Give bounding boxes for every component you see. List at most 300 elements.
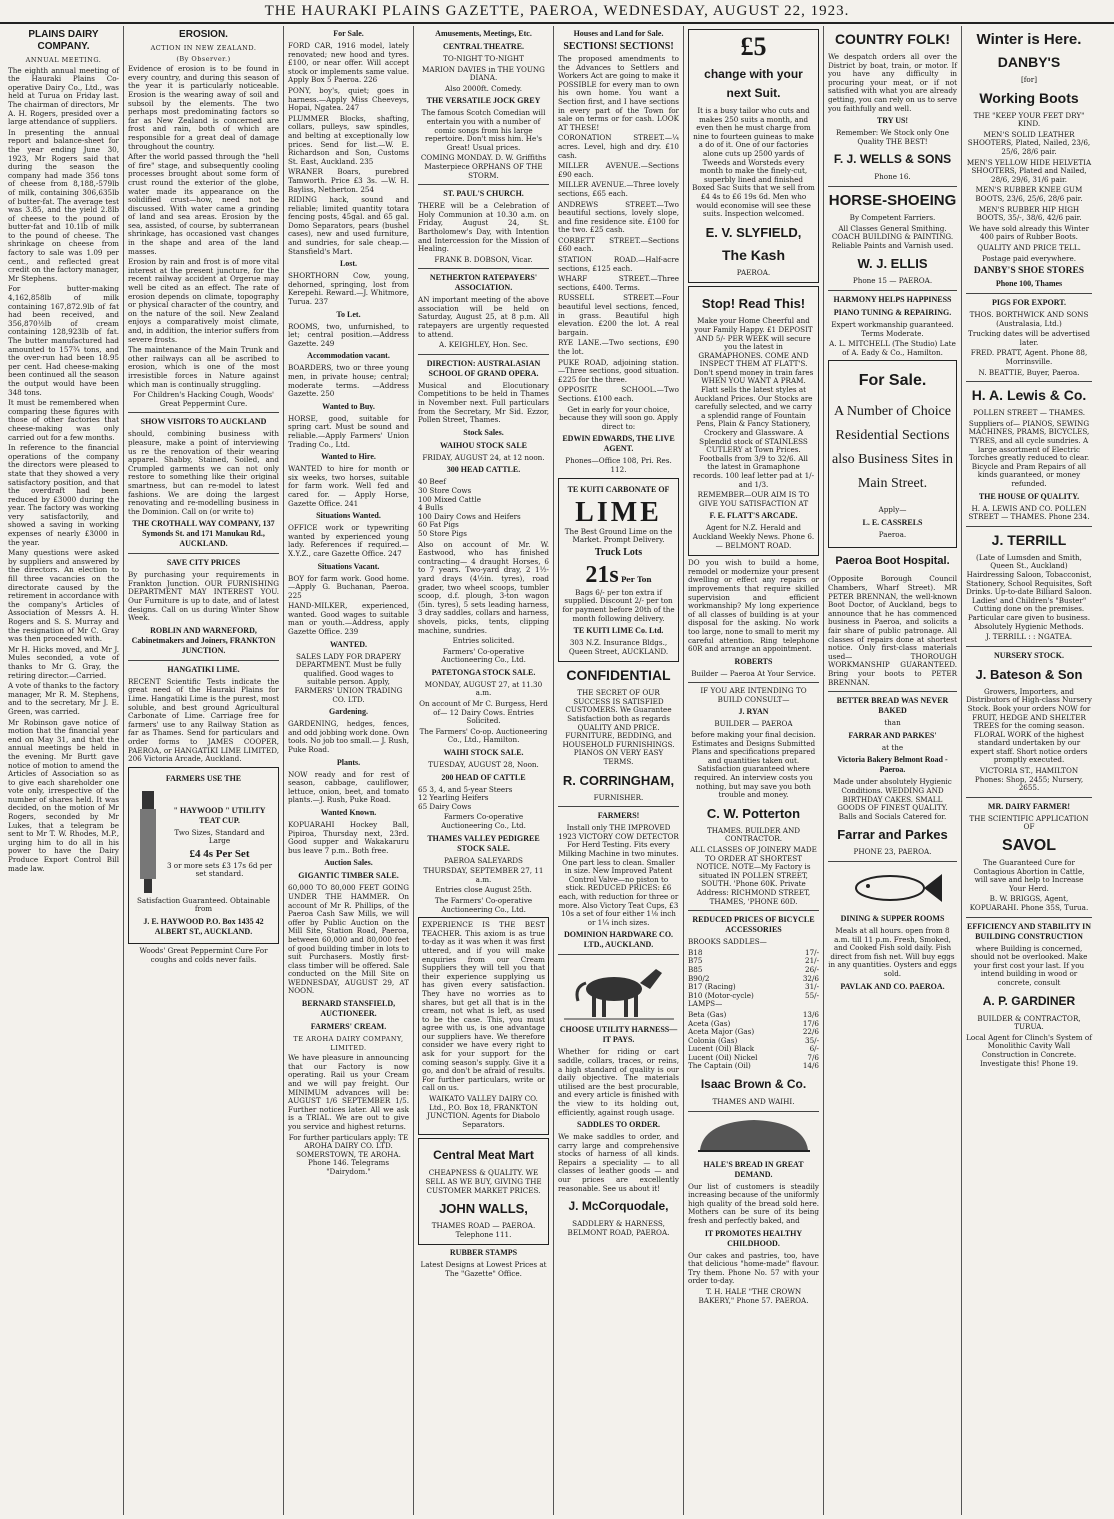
ad-body: TUESDAY, AUGUST 28, Noon. [428, 760, 539, 770]
price-row [688, 957, 819, 966]
ad-body: 60,000 TO 80,000 FEET GOING UNDER THE HAMMER. On account of Mr R. Phillips, of the Paeroa Cash Saw Mills, we will offer by Public Auction on the Mill Site, Station Road, Paeroa, between 60,000 and 80,000 feet of good building timber in lots to suit Purchasers. Mostly first-class timber will be offered. Sale conducted on the Mill Site on WEDNESDAY, AUGUST 29, AT NOON. [288, 883, 409, 996]
ad-body: THAMES AND WAIHI. [712, 1097, 795, 1107]
ad-body: A. KEIGHLEY, Hon. Sec. [439, 340, 528, 350]
price-unit: Per Ton [621, 574, 652, 584]
listing: RYE LANE.—Two sections, £90 the lot. [558, 338, 679, 356]
ad-title: Working Boots [979, 89, 1079, 106]
column-7 [824, 26, 962, 1515]
ad-body: Phone 100, Thames [995, 279, 1063, 289]
ad-firm: E. V. SLYFIELD, [705, 224, 802, 240]
paragraph: The maintenance of the Main Trunk and other railways can all be ascribed to erosion, which is one of the most irresistible forces in Nature against which man is continually struggling. [128, 345, 279, 389]
ad-body: J. TERRILL : : NGATEA. [985, 632, 1073, 642]
ad-body: IF YOU ARE INTENDING TO BUILD CONSULT— [700, 686, 807, 704]
ad-body: (Late of Lumsden and Smith, Queen St., Auckland) Hairdressing Saloon, Tobacconist, Stationery, School Requisites, Soft Drinks. Up-to-date Billiard Saloon. Ladies' and Children's "Buster" Cutting done on the premises. Particular care given to business. Absolutely Hygienic Methods. [966, 552, 1092, 631]
ad-firm: TE AROHA DAIRY COMPANY, LIMITED. [293, 1035, 404, 1052]
ad-firm: EDWIN EDWARDS, THE LIVE AGENT. [562, 434, 675, 454]
ad-body: CHEAPNESS & QUALITY. WE SELL AS WE BUY, GIVING THE CUSTOMER MARKET PRICES. [425, 1168, 542, 1195]
classified: PLUMMER Blocks, shafting, collars, pulleys, saw spindles, and belting at exceptionally low prices. Send for list.—W. E. Richardson and Son, Customs St. East, Auckland. 235 [288, 113, 409, 166]
price: £4 4s Per Set [189, 847, 250, 860]
section-heading: Situations Wanted. [316, 511, 381, 521]
ad-body: We make saddles to order, and carry large and comprehensive stocks of harness of all kinds. Repairs a speciality — to all classes of leather goods — and our prices are excellently reasonable. See us about it! [558, 1132, 679, 1193]
item-price: 17/6 [802, 1018, 819, 1028]
ad-firm: R. CORRINGHAM, [562, 772, 675, 788]
ad-firm: The Farmers' Co-operative Auctioneering Co., Ltd. [434, 895, 533, 914]
item-price: 17/- [805, 947, 819, 957]
ad-title: WAIHOU STOCK SALE [440, 440, 527, 450]
ad-body: (Opposite Borough Council Chambers, Wharf Street). MR PETER BRENNAN, the well-known Boot Doctor, of Auckland, begs to announce that he has commenced business in Paeroa, and solicits a fair share of public patronage. All classes of repairs done at shortest notice. Only first-class materials used— THOROUGH WORKMANSHIP GUARANTEED. Bring your boots to PETER BRENNAN. [828, 574, 957, 687]
paragraph: Evidence of erosion is to be found in every country, and during this season of the year it is particularly noticeable. Erosion is the wearing away of soil and subsoil by the elements. The two perhaps most predominating factors so far as New Zealand is concerned are frost and rain, both of which are responsible for a great deal of damage throughout the country. [128, 64, 279, 151]
ad-title: NURSERY STOCK. [994, 650, 1064, 660]
ad-title: FARMERS! [597, 811, 640, 821]
column-6 [684, 26, 824, 1515]
ad-body: THURSDAY, SEPTEMBER 27, 11 a.m. [423, 866, 544, 884]
price-row [688, 949, 819, 958]
ad-title: For Sale. [858, 372, 927, 390]
ad-body: Musical and Elocutionary Competitions to be held in Thames in November next. Full particulars from the Secretary, Mr Sid. Ezzor, Pollen Street, Thames. [418, 380, 549, 425]
paragraph: It must be remembered when comparing these figures with those of other factories that cheese-making was only carried out for a few months. [8, 398, 119, 442]
item-name: B10 (Motor-cycle) [688, 990, 754, 1000]
item-price: 32/6 [802, 973, 819, 983]
lime-heading: LIME [575, 496, 662, 528]
classified: SHORTHORN Cow, young, dehorned, springing, lost from Kerepehi. Reward.—J. Whitmore, Turua. 237 [288, 271, 409, 307]
ad-body: BUILDER & CONTRACTOR, TURUA. [977, 1013, 1081, 1032]
item-price: 21/- [805, 956, 819, 966]
ad-firm: W. J. ELLIS [857, 256, 928, 272]
ad-title: ST. PAUL'S CHURCH. [443, 189, 524, 199]
ad-title: COUNTRY FOLK! [834, 31, 951, 47]
ad-body: Builder — Paeroa At Your Service. [691, 668, 816, 678]
haywood-ad [128, 767, 279, 944]
ad-title: THE VERSATILE JOCK GREY [426, 96, 541, 106]
section-heading: Accommodation vacant. [307, 351, 390, 361]
ad-body: H. A. LEWIS AND CO. POLLEN STREET — THAMES. Phone 234. [968, 503, 1090, 522]
paragraph: Mr H. Hicks moved, and Mr J. Mules seconded, a vote of thanks to Mr G. Gray, the retiring director.—Carried. [8, 644, 119, 680]
ad-title: THE HOUSE OF QUALITY. [978, 491, 1080, 501]
column-2 [124, 26, 284, 1515]
ad-firm: H. A. Lewis & Co. [971, 387, 1087, 404]
ad-firm: Farmers Co-operative Auctioneering Co., Ltd. [441, 812, 526, 830]
ad-firm: DANBY'S SHOE STORES [973, 266, 1085, 277]
ad-body: Phone 16. [874, 172, 911, 182]
ad-title: SADDLES TO ORDER. [576, 1120, 661, 1130]
ad-title: Central Meat Mart [433, 1148, 534, 1163]
ad-body: THERE will be a Celebration of Holy Communion at 10.30 a.m. on Friday, August 24, St. Bartholomew's Day, with Intention and Intercession for the Mission of Healing. [418, 201, 549, 254]
lime-ad [558, 478, 679, 663]
listing: WHARF STREET.—Three sections, £400. Terms. [558, 274, 679, 292]
ad-firm: A. P. GARDINER [982, 993, 1076, 1008]
ad-firm: THOS. BORTHWICK AND SONS (Australasia, Ltd.) [969, 310, 1089, 328]
item-name: B75 [688, 956, 703, 966]
ad-body: MEN'S RUBBER HIP HIGH BOOTS, 35/-, 38/6, 42/6 pair. [976, 204, 1082, 223]
section-heading: Wanted to Buy. [322, 401, 375, 411]
ad-body: We have pleasure in announcing that our Factory is now operating. Rail us your Cream and we will pay freight. Our MINIMUM advances will be: AUGUST 1/6 SEPTEMBER 1/5. Further notices later. All we ask is a TRIAL. We are out to give you service and highest returns. [288, 1053, 409, 1131]
item-price: 31/- [805, 982, 819, 992]
ad-title: IT PROMOTES HEALTHY CHILDHOOD. [704, 1228, 803, 1248]
ad-firm: ROBLIN AND WARNEFORD, Cabinetmakers and Joiners, FRANKTON JUNCTION. [131, 625, 276, 655]
small-ad: For Children's Hacking Cough, Woods' Great Peppermint Cure. [132, 390, 275, 408]
ad-firm: J. RYAN [738, 707, 769, 717]
ad-body: Phone 15 — PAEROA. [852, 276, 933, 286]
ad-body: Agent for N.Z. Herald and Auckland Weekly News. Phone 6. — BELMONT ROAD. [692, 523, 815, 550]
ad-body: THAMES ROAD — PAEROA. Telephone 111. [431, 1221, 536, 1239]
ad-title: EFFICIENCY AND STABILITY IN BUILDING CONSTRUCTION [967, 921, 1091, 941]
ad-body: at the [881, 742, 904, 752]
ad-body: Trucking dates will be advertised later. [968, 329, 1090, 347]
ad-body: MEN'S SOLID LEATHER SHOOTERS, Plated, Nailed, 23/6, 25/6, 28/6 pair. [967, 129, 1091, 156]
ad-title: Victoria Bakery Belmont Road - Paeroa. [837, 755, 948, 775]
ad-body: Get in early for your choice, because they will soon go. Apply direct to: [559, 404, 678, 431]
ad-title: SHOW VISITORS TO AUCKLAND [140, 417, 267, 427]
price-row [688, 1062, 819, 1071]
listing: PUKE ROAD, adjoining station. —Three sections, good situation. £225 for the three. [558, 357, 679, 384]
ad-title: PATETONGA STOCK SALE. [431, 667, 536, 677]
ad-body: Also 2000ft. Comedy. [444, 83, 523, 93]
ad-body: PAEROA SALEYARDS [443, 855, 523, 865]
item-price: 6/- [809, 1044, 819, 1054]
classified: WANTED to hire for month or six weeks, two horses, suitable for farm work. Well fed and cared for. — Apply Horse, Gazette Office. 241 [288, 464, 409, 508]
ad-body: Two Sizes, Standard and Large [174, 827, 265, 846]
ad-body: Whether for riding or cart saddle, collars, traces, or reins, a high standard of quality is our daily objective. The materials utilised are the best procurable, and every article is finished with the view to its holding out, efficiently, against rough usage. [558, 1047, 679, 1117]
ad-title: HORSE-SHOEING [828, 191, 957, 209]
ad-firm: L. E. CASSRELS [862, 517, 923, 527]
ad-body: Remember: We Stock only One Quality THE BEST! [835, 128, 950, 146]
ad-body: Also on account of Mr. W. Eastwood, who has finished contracting— 4 draught Horses, 6 to 7 years. Two-yard dray, 2 1½-yard drays (4½in. tyres), road grader, two wheel scoops, tumbler scoop, d.f. plough, 3-ton wagon (5in. tyres), 5 sets leading harness, 3 dray saddles, collars and harness, shovels, picks, tents, clipping machine, sundries. [418, 539, 549, 635]
item-name: B17 (Racing) [688, 982, 736, 992]
ad-body: PAEROA. [736, 267, 771, 277]
listing: CORBETT STREET.—Sections £60 each. [558, 235, 679, 254]
section-heading: Gardening. [329, 707, 368, 717]
item-price: 14/6 [802, 1061, 819, 1071]
ad-body: than [884, 718, 901, 728]
ad-body: THE SCIENTIFIC APPLICATION OF [969, 813, 1089, 832]
classified: PONY, boy's, quiet; goes in harness.—Apply Miss Cheeveys, Hopai, Ngatea. 247 [288, 85, 409, 113]
classified: GARDENING, hedges, fences, and odd jobbing work done. Own tools. No job too small.— J. Rush, Puke Road. [288, 719, 409, 754]
ad-body: FURNISHER. [593, 792, 644, 802]
section-heading: Plants. [336, 757, 361, 767]
ad-body: Suppliers of— PIANOS, SEWING MACHINES, PRAMS, BICYCLES, TYRES, and all cycle sundries. A large assortment of Electric Torches greatly reduced to clear. Bicycle and Pram Repairs of all kinds guaranteed, or money refunded. [968, 418, 1090, 488]
ad-body: On account of Mr C. Burgess, Herd of— 12 Dairy Cows. Entries Solicited. [419, 699, 548, 726]
ad-body: Paeroa. [878, 529, 907, 539]
ad-body: Meals at all hours. open from 8 a.m. till 11 p.m. Fresh, Smoked, and Cooked Fish sold daily. Fish direct from fish net. Will buy eggs in any quantities. Oysters and eggs sold. [828, 925, 957, 978]
paragraph: The eighth annual meeting of the Hauraki Plains Co-operative Dairy Co., Ltd., was held at Turua on Friday last. The chairman of directors, Mr A. H. Rogers, presided over a large attendance of suppliers. [8, 65, 119, 127]
section-heading: To Let. [336, 309, 361, 319]
ad-body: before making your final decision. Estimates and Designs Submitted Plans and specifications prepared and quantities taken out. Satisfaction guaranteed where required. An interview costs you nothing, but may save you both trouble and money. [691, 730, 816, 800]
classified: BOY for farm work. Good home.—Apply G. Buchanan, Paeroa. 225 [288, 573, 409, 600]
ad-body: The proposed amendments to the Advances to Settlers and Workers Act are going to make it POSSIBLE for every man to own his own home. You want a Section first, and I have sections in every part of the Town for sale on terms or for cash. LOOK AT THESE! [558, 54, 679, 132]
listing: MILLER AVENUE.—Three lovely sections, £65 each. [558, 180, 679, 198]
ad-firm: C. W. Potterton [706, 805, 801, 821]
paragraph: After the world passed through the "hell of fire" stage, and subsequently cooling processes brought about some form of crust round the exterior of the globe, water made its appearance on the solidified crust—how, need not be discussed. With water came a grinding of land and sea areas. Erosion by the sea, assisted, of course, by subterranean shrinkage, has occasioned vast changes in the shape and area of the land masses. [128, 152, 279, 256]
ad-firm: J. TERRILL [991, 531, 1067, 548]
classified: FORD CAR, 1916 model, lately renovated; new hood and tyres. £100, or near offer. Will accept stock or implements same value. Apply Box 5 Paeroa. 226 [288, 41, 409, 85]
ad-body: BUILDER — PAEROA [714, 719, 793, 729]
ad-title: CONFIDENTIAL [566, 667, 671, 684]
classified: ROOMS, two, unfurnished, to let; central position.—Address Gazette. 249 [288, 321, 409, 348]
ad-title: TE KUITI CARBONATE OF [567, 484, 670, 494]
flatts-ad [688, 286, 819, 556]
ad-body: Install only THE IMPROVED 1923 VICTORY COW DETECTOR For Herd Testing. Fits every Milking Machine in two minutes. One part less to clean. Smaller in size. New Improved Patent Control Valve—no piston to stick. REDUCED PRICES: £6 each, with reduction for three or more. Also Victory Teat Cups, £3 10s a set of four either 1⅛ inch or 1¼ inch sizes. [558, 823, 679, 927]
ad-body: Satisfaction Guaranteed. Obtainable from [136, 895, 271, 914]
item-name: Aceta Major (Gas) [688, 1027, 755, 1037]
ad-firm: F. J. WELLS & SONS [833, 152, 952, 167]
classified: RIDING hack, sound and reliable; limited quantity totara fencing posts, 45gal. and 65 gal. Domo Separators, pears (bushel cases), new and used furniture, and sundries, for sale cheap.—Stansfield's Mart. [288, 195, 409, 256]
ad-title: CHOOSE UTILITY HARNESS—IT PAYS. [559, 1025, 678, 1045]
ad-title: DIRECTION: AUSTRALASIAN SCHOOL OF GRAND OPERA. [426, 358, 541, 378]
ad-title: Winter is Here. [976, 31, 1082, 48]
classified: NOW ready and for rest of season, cabbage, cauliflower, lettuce, onion, beet, and tomato plants.—J. Rush, Puke Road. [288, 769, 409, 805]
ad-firm: Isaac Brown & Co. [700, 1077, 807, 1092]
ad-title: PIGS FOR EXPORT. [991, 298, 1067, 308]
ad-body: PHONE 23, PAEROA. [853, 847, 932, 857]
ad-title: THAMES VALLEY PEDIGREE STOCK SALE. [427, 833, 540, 853]
listing: STATION ROAD.—Half-acre sections, £125 each. [558, 255, 679, 273]
ad-body: Latest Designs at Lowest Prices at The "Gazette" Office. [420, 1260, 547, 1278]
ad-firm: THE CROTHALL WAY COMPANY, 137 Symonds St. and 171 Manukau Rd., AUCKLAND. [132, 519, 275, 549]
ad-body: MEN'S YELLOW HIDE HELVETIA SHOOTERS, Plated and Nailed, 28/6, 29/6, 31/6 pair. [966, 157, 1092, 184]
ad-body: FRIDAY, AUGUST 24, at 12 noon. [422, 452, 545, 462]
item-name: B85 [688, 964, 703, 974]
item-name: B18 [688, 947, 703, 957]
ad-body: B. W. BRIGGS, Agent, KOPUARAHI. Phone 35S, Turua. [969, 894, 1089, 912]
price-list [688, 949, 819, 1001]
tailor-ad [688, 29, 819, 283]
ad-title: HANGATIKI LIME. [167, 664, 240, 674]
ad-firm: Farmers' Co-operative Auctioneering Co., Ltd. [441, 646, 526, 665]
ad-body: QUALITY AND PRICE TELL. [977, 242, 1081, 252]
ad-body: COMING MONDAY. D. W. Griffiths Masterpiece ORPHANS OF THE STORM. [420, 153, 547, 180]
ad-body: LAMPS— [688, 999, 723, 1009]
item-price: 35/- [805, 1035, 819, 1045]
ad-title: WAIHI STOCK SALE. [443, 748, 524, 758]
section-heading: Amusements, Meetings, Etc. [435, 29, 532, 38]
item-price: 26/- [805, 964, 819, 974]
paragraph: In presenting the annual report and balance-sheet for the year ending June 30, 1923, Mr Rogers said that during the season the company had made 356 tons of cheese from 8,188,-579lb of milk, containing 306,635lb of butter-fat. The average test was 3.85, and the yield 2.8lb of cheese to the pound of butter-fat and 10.1lb of milk to the pound of cheese. The shrinkage on cheese from factory to sale was 1.09 per cent., and reflected great credit on the factory manager, Mr Stephens. [8, 127, 119, 283]
ad-title: HALE'S BREAD IN GREAT DEMAND. [703, 1159, 804, 1179]
section-heading: Houses and Land for Sale. [573, 29, 664, 38]
haywood-name: " HAYWOOD " UTILITY TEAT CUP. [173, 805, 266, 825]
item-name: B90/2 [688, 973, 710, 983]
ad-body: Make your Home Cheerful and your Family Happy. £1 DEPOSIT AND 5/- PER WEEK will secure you the latest in GRAMAPHONES. COME AND INSPECT THEM AT FLATT'S. Don't spend money in train fares WHEN YOU WANT A PRAM. Flatt sells the latest styles at Auckland Prices. Our Stocks are carefully selected, and we carry a splendid range of Fountain Pens, Plain & Fancy Stationery, Crockery and Glassware. A Splendid stock of STAINLESS CUTLERY at Town Prices. Footballs from 3/9 to 32/6. All the latest in Gramaphone records. 100 leaf letter pad at 1/- and 1/3. [692, 316, 815, 489]
ad-body: 40 Beef 30 Store Cows 100 Mixed Cattle 4 Bulls 100 Dairy Cows and Heifers 60 Fat Pigs 50 Store Pigs [418, 477, 521, 538]
classified: OFFICE work or typewriting wanted by experienced young lady. References if required.— X.Y.Z., care Gazette Office. 247 [288, 523, 409, 558]
teat-cup-illustration [132, 787, 164, 897]
ad-firm: JOHN WALLS, [439, 1201, 528, 1217]
ad-title: NETHERTON RATEPAYERS' ASSOCIATION. [429, 273, 538, 293]
paragraph: In reference to the financial operations of the company the directors were pleased to state that they showed a very satisfactory position, and that the overdraft had been reduced by £3000 during the year. The factory was working very satisfactorily, and showed a saving in working expenses of nearly £3000 in the year. [8, 443, 119, 547]
classified: WRANER Boars, purebred Tamworth. Price £3 3s. —W. H. Bayliss, Netherton. 254 [288, 167, 409, 194]
ad-firm: F. E. FLATT'S ARCADE. [709, 511, 798, 521]
ad-body: where Building is concerned, should not be overlooked. Make your first cost your last. If you intend building in wood or concrete, consult [970, 943, 1088, 987]
item-name: Beta (Gas) [688, 1009, 727, 1019]
price-list [688, 1011, 819, 1071]
ad-body: 65 3, 4, and 5-year Steers 12 Yearling Heifers 65 Dairy Cows [418, 784, 513, 811]
item-name: The Captain (Oil) [688, 1061, 751, 1071]
listing: RUSSELL STREET.—Four beautiful level sections, fenced, in grass. Beautiful high elevation. £200 the lot. A real bargain. [558, 293, 679, 337]
ad-body: DO you wish to build a home, remodel or modernize your present dwelling or effect any repairs or improvements that require skilled supervision and efficient workmanship? My long experience of all classes of building is at your disposal for the asking. No work too large, none to small to merit my careful attention. Ring telephone 60R and arrange an appointment. [688, 558, 819, 654]
ad-firm: Farrar and Parkes [837, 827, 948, 843]
ad-title: CENTRAL THEATRE. [442, 42, 525, 51]
classified: HAND-MILKER, experienced, wanted. Good wages to suitable man or youth.—Address, apply Gazette Office. 239 [288, 601, 409, 637]
ad-body: We despatch orders all over the District by boat, train, or motor. If you have any difficulty in procuring your meat, or if not satisfied with what you are already getting, you can rely on us to serve you faithfully and well. [828, 52, 957, 113]
ad-body: 303 N.Z. Insurance Bldgs., Queen Street, AUCKLAND. [568, 638, 669, 656]
ad-body: should, combining business with pleasure, make a point of interviewing us re the renovation of their wearing apparel. Shabby, Stained, Soiled, and Crumpled garments we can not only restore to something like their original smartness, but can re-model to latest fashions. We are doing the largest renovating and re-modelling business in the Dominion. Call on (or write to) [128, 429, 279, 516]
ad-title: SAVE CITY PRICES [166, 558, 241, 568]
classified: HORSE, good, suitable for spring cart. Must be sound and reliable.—Apply Farmers' Union Trading Co., Ltd. [288, 413, 409, 449]
column-4 [414, 26, 554, 1515]
ad-title: MR. DAIRY FARMER! [987, 801, 1071, 811]
item-name: Aceta (Gas) [688, 1018, 731, 1028]
horse-harness-illustration [564, 959, 674, 1021]
ad-firm: T. H. HALE "THE CROWN BAKERY," Phone 57. PAEROA. [698, 1287, 809, 1305]
for-sale-ad [828, 360, 957, 548]
ad-body: THE "KEEP YOUR FEET DRY" KIND. [973, 110, 1085, 129]
ad-title: 200 HEAD OF CATTLE [441, 772, 526, 782]
ad-title: change with your next Suit. [704, 67, 803, 100]
listing: MILLER AVENUE.—Sections £90 each. [558, 161, 679, 179]
section-heading: For Sale. [333, 29, 364, 38]
ad-title: SECTIONS! SECTIONS! [563, 41, 674, 52]
paragraph: Many questions were asked by suppliers and answered by the directors. An election to fill three vacancies on the directorate caused by the retirement in accordance with the company's Articles of Association of Messrs A. H. Rogers and S. S. Murray and the resignation of Mr C. Gray was then proceeded with. [8, 548, 119, 644]
column-8 [962, 26, 1096, 1515]
item-name: Colonia (Gas) [688, 1035, 738, 1045]
ad-title: BETTER BREAD WAS NEVER BAKED [836, 696, 949, 716]
section-heading: Lost. [339, 259, 358, 269]
section-heading: WANTED. [329, 639, 368, 649]
ad-body: MONDAY, AUGUST 27, at 11.30 a.m. [424, 679, 543, 698]
ad-body: SADDLERY & HARNESS, BELMONT ROAD, PAEROA. [567, 1219, 670, 1237]
ad-title: TRY US! [876, 116, 909, 126]
item-name: Lucent (Oil) Black [688, 1044, 755, 1054]
ad-body: By purchasing your requirements in Frankton Junction. OUR FURNISHING DEPARTMENT MAY INTEREST YOU. Our Furniture is up to date, and of latest designs. Call on us during Winter Show Week. [128, 570, 279, 623]
ad-body: The Best Ground Lime on the Market. Prompt Delivery. [564, 526, 673, 545]
ad-body: Entries solicited. [452, 636, 515, 646]
bread-loaf-illustration [694, 1116, 814, 1156]
ad-firm: DOMINION HARDWARE CO. LTD., AUCKLAND. [563, 930, 674, 950]
ad-title: Truck Lots [594, 546, 643, 558]
ad-body: MARION DAVIES in THE YOUNG DIANA. [422, 64, 545, 83]
ad-firm: BERNARD STANSFIELD, AUCTIONEER. [301, 999, 396, 1019]
ad-title: DINING & SUPPER ROOMS [840, 913, 945, 923]
ad-body: Expert workmanship guaranteed. Terms Moderate. [831, 319, 954, 338]
ad-body: A Number of Choice Residential Sections also Business Sites in Main Street. [832, 404, 953, 492]
article-title: EROSION. [179, 29, 228, 40]
ad-body: It is a busy tailor who cuts and makes 250 suits a month, and even then he must charge from nine to fourteen guineas to make a do of it. One of our factories alone cuts up 2500 yards of Tweeds and Worsteds every month to make the finely-cut, superbly lined and finished Boxed Sac Suits that we sell from £4 4s to £6 19s 6d. Men who would economise will see these suits. Inspection welcomed. [692, 106, 815, 219]
paragraph: A vote of thanks to the factory manager, Mr R. M. Stephens, and to the secretary, Mr J. E. Green, was carried. [8, 681, 119, 716]
ad-body: We have sold already this Winter 400 pairs of Rubber Boots. [968, 223, 1090, 242]
ad-body: Phones—Office 108, Pri. Res. 112. [565, 456, 672, 474]
ad-body: THAMES. BUILDER AND CONTRACTOR. [707, 825, 800, 844]
classified: KOPUARAHI Hockey Ball, Pipiroa, Thursday next, 23rd. Good supper and Wakakaruru bus leave 7 p.m.. Both free. [288, 819, 409, 855]
item-name: Lucent (Oil) Nickel [688, 1052, 758, 1062]
ad-body: 3 or more sets £3 17s 6d per set standard. [166, 860, 273, 879]
ad-title: PIANO TUNING & REPAIRING. [833, 307, 952, 317]
column-1 [4, 26, 124, 1515]
ad-title: FARMERS USE THE [165, 773, 242, 783]
ad-body: By Competent Farriers. [849, 212, 936, 222]
article-title: PLAINS DAIRY COMPANY. [28, 29, 99, 52]
section-heading: Auction Sales. [324, 858, 373, 868]
ad-body: AN important meeting of the above association will be held on Saturday, August 25, at 8 p.m. All ratepayers are urgently requested to attend. [418, 295, 549, 339]
ad-body: Our list of customers is steadily increasing because of the uniformly high quality of the bread sold here. Mothers can be sure of its being fresh and perfectly baked, and [688, 1181, 819, 1226]
item-price: 7/6 [807, 1052, 819, 1062]
price: 21s [585, 561, 619, 588]
ad-body: Entries close August 25th. [435, 885, 532, 895]
ad-body: POLLEN STREET — THAMES. [972, 408, 1086, 418]
paragraph: Mr Robinson gave notice of motion that the financial year end on May 31, and that the annual meetings be held in the evening. Mr Burtt gave notice of motion to amend the Articles of Association so as to give each shareholder one vote only, irrespective of the number of shares held. It was decided, on the motion of Mr Rogers, seconded by Mr Lukes, that a telegram be sent to Mr T. W. Rhodes, M.P., urging him to do all in his power to have the Dairy Produce Export Control Bill made law. [8, 717, 119, 873]
article-subtitle: ACTION IN NEW ZEALAND. [150, 44, 257, 52]
ad-firm: J. McCorquodale, [568, 1199, 669, 1214]
ad-body: Growers, Importers, and Distributors of High-class Nursery Stock. Book your orders NOW for FRUIT, HEDGE AND SHELTER TREES for the coming season. FLORAL WORK of the highest standard undertaken by our expert staff. Short notice orders promptly executed. [966, 686, 1092, 765]
ad-body: Postage paid everywhere. [981, 253, 1077, 263]
section-heading: Wanted to Hire. [321, 452, 376, 462]
fish-illustration [838, 866, 948, 910]
item-price: 13/6 [802, 1009, 819, 1019]
ad-firm: TE KUITI LIME Co. Ltd. [573, 626, 664, 636]
classified: SALES LADY FOR DRAPERY DEPARTMENT. Must be fully qualified. Good wages to suitable person. Apply, FARMERS' UNION TRADING CO. LTD. [294, 651, 403, 704]
ad-firm: The Kash [721, 246, 785, 263]
ad-body: All Classes General Smithing. COACH BUILDING & PAINTING. Reliable Paints and Varnish used. [831, 223, 954, 250]
ad-firm: WAIKATO VALLEY DAIRY CO. Ltd., P.O. Box 18, FRANKTON JUNCTION. Agents for Diabolo Separators. [427, 1094, 540, 1129]
ad-body: For further particulars apply: TE AROHA DAIRY CO. LTD. SOMERSTOWN, TE AROHA. Phone 146. Telegrams "Dairydom." [288, 1132, 409, 1176]
section-heading: Stock Sales. [463, 427, 504, 437]
ad-firm: PAVLAK AND CO. PAEROA. [840, 981, 945, 991]
ad-firm: J. Bateson & Son [975, 666, 1083, 682]
ad-title: Stop! Read This! [701, 296, 806, 312]
ad-title: Paeroa Boot Hospital. [835, 555, 950, 568]
ad-body: ALL CLASSES OF JOINERY MADE TO ORDER AT SHORTEST NOTICE. NOTE—My Factory is situated IN POLLEN STREET, SOUTH. 'Phone 60K. Private Address: RICHMOND STREET, THAMES, 'PHONE 60D. [690, 845, 817, 906]
ad-firm: FARRAR AND PARKES' [848, 730, 937, 740]
item-price: 22/6 [802, 1027, 819, 1037]
column-3 [284, 26, 414, 1515]
ad-firm: The Farmers' Co-op. Auctioneering Co., Ltd., Hamilton. [419, 726, 548, 745]
ad-body: EXPERIENCE IS THE BEST TEACHER. This axiom is as true to-day as it was when it was first uttered, and if you will make enquiries from our Cream Suppliers they will tell you that their experience supplying us has given every satisfaction. They have no worries as to shares, but get all that is in the cream, not what is left, as used to be the case. This, you must agree with us, is one advantage our suppliers have. We therefore consider we have every right to ask for your support for the coming season's supply. Give it a go, and don't be afraid of results. For further particulars, write or call on us. [422, 920, 545, 1093]
ad-title: REDUCED PRICES OF BICYCLE ACCESSORIES [692, 915, 815, 935]
ad-body: Apply— [878, 505, 907, 515]
ad-body: N. BEATTIE, Buyer, Paeroa. [978, 367, 1080, 377]
ad-body: [for] [1020, 75, 1038, 84]
ad-firm: DANBY'S [997, 54, 1061, 70]
ad-body: Made under absolutely Hygienic Conditions. WEDDING AND BIRTHDAY CAKES. SMALL GOODS OF FINEST QUALITY. Balls and Socials Catered for. [833, 777, 952, 821]
ad-title: GIGANTIC TIMBER SALE. [298, 871, 399, 881]
ad-title: FARMERS' CREAM. [310, 1022, 387, 1032]
article-subtitle: ANNUAL MEETING. [25, 56, 102, 64]
listing: ANDREWS STREET.—Two beautiful sections, lovely slope, and fine residence site. £100 for the two. £25 cash. [558, 199, 679, 235]
ad-body: REMEMBER—OUR AIM IS TO GIVE YOU SATISFACTION AT [697, 490, 810, 508]
classified: BOARDERS, two or three young men, in private house; central; moderate terms. —Address Gazette. 250 [288, 363, 409, 399]
ad-body: FRANK B. DOBSON, Vicar. [434, 254, 533, 264]
ad-body: Our cakes and pastries, too, have that delicious "home-made" flavour. Try them. Phone No. 57 with your order to-day. [688, 1250, 819, 1286]
byline: (By Observer.) [176, 54, 231, 63]
ad-body: Local Agent for Clinch's System of Monolithic Cavity Wall Construction in Concrete. Investigate this! Phone 19. [966, 1032, 1092, 1068]
ad-body: BROOKS SADDLES— [688, 937, 767, 947]
column-5 [554, 26, 684, 1515]
masthead: THE HAURAKI PLAINS GAZETTE, PAEROA, WEDNESDAY, AUGUST 22, 1923. [0, 0, 1114, 24]
ad-body: VICTORIA ST., HAMILTON Phones: Shop, 2455; Nursery, 2655. [974, 766, 1084, 793]
ad-title: HARMONY HELPS HAPPINESS [833, 294, 952, 304]
ad-body: The famous Scotch Comedian will entertain you with a number of comic songs from his large repertoire. Don't miss him. He's Great! Usual prices. [421, 108, 546, 152]
section-heading: Situations Vacant. [317, 561, 380, 571]
ad-body: FRED. PRATT, Agent. Phone 88, Morrinsville. [970, 348, 1088, 367]
ad-body: MEN'S RUBBER KNEE GUM BOOTS, 23/6, 25/6, 28/6 pair. [975, 185, 1083, 203]
ad-title: 300 HEAD CATTLE. [446, 465, 521, 475]
paragraph: For butter-making 4,162,858lb of milk containing 167,872.9lb of fat had been received, and 356,870½lb of cream containing 128,923lb of fat. The butter manufactured had amounted to 157¾ tons, and the over-run had been 18.95 per cent. Had cheese-making been continued all the season the output would have been 348 tons. [8, 284, 119, 397]
ad-firm: A. L. MITCHELL (The Studio) Late of A. Eady & Co., Hamilton. [829, 339, 956, 357]
ad-title: RUBBER STAMPS [449, 1248, 518, 1258]
ad-body: TO-NIGHT TO-NIGHT [443, 54, 524, 63]
ad-title: SAVOL [1002, 837, 1056, 855]
ad-firm: ROBERTS [734, 656, 773, 666]
ad-body: RECENT Scientific Tests indicate the great need of the Hauraki Plains for Lime. Hangatiki Lime is the purest, most soluble, and best ground Agricultural Carbonate of Lime. Carriage free for farmers' use to any Railway Station as far as Thames. Send for particulars and order forms to JAMES COOPER, PAEROA, or HANGATIKI LIME LIMITED, 206 Victoria Arcade, Auckland. [128, 676, 279, 764]
